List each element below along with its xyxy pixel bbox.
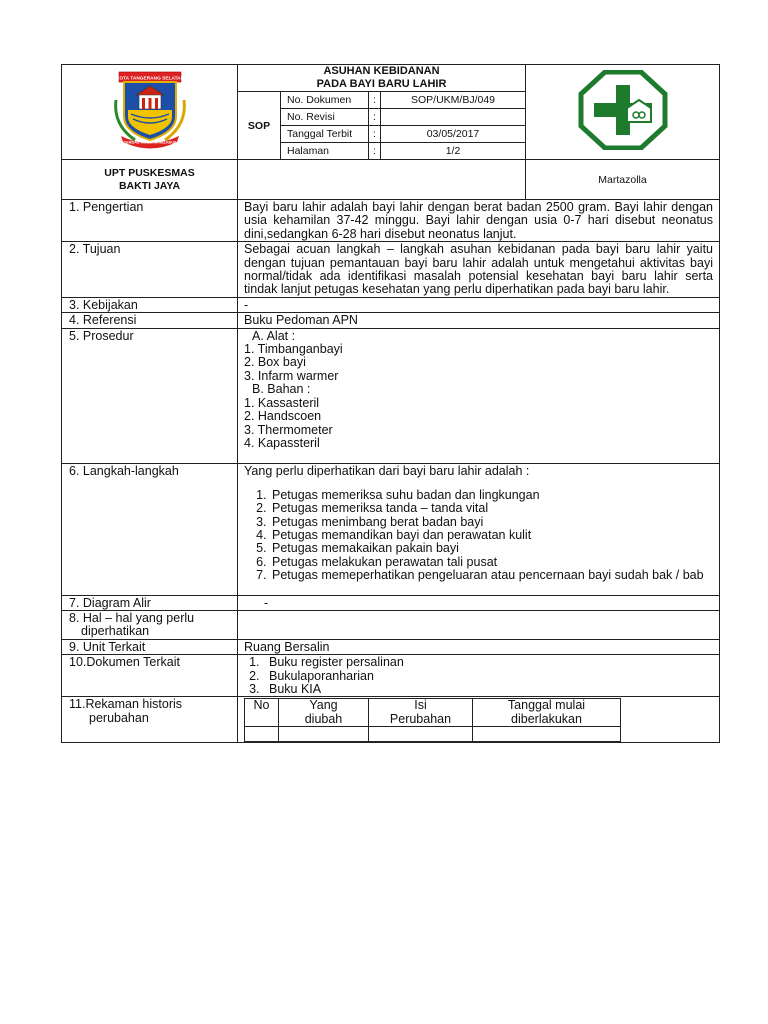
label-hal <box>62 610 238 639</box>
label-langkah: 6. Langkah-langkah <box>62 464 238 595</box>
meta-value-tanggal-terbit: 03/05/2017 <box>381 126 526 143</box>
row-hal <box>62 610 720 639</box>
dokumen-content <box>238 655 720 697</box>
text-pengertian: Bayi baru lahir adalah bayi lahir dengan berat badan 2500 gram. Bayi lahir dengan usia kehamilan 37-42 minggu. Bayi lahir dengan usia 0-7 hari disebut neonatus dini,sedangkan 6-28 hari disebut neonatus lanjut. <box>238 200 720 242</box>
row-dokumen <box>62 655 720 697</box>
history-empty-row <box>245 727 621 742</box>
text-tujuan: Sebagai acuan langkah – langkah asuhan kebidanan pada bayi baru lahir yaitu dengan tujuan pemantauan bayi baru lahir adalah untuk mengetahui aktivitas bayi normal/tidak ada identifikasi masalah potensial kesehatan bayi baru lahir serta tindak lanjut petugas kesehatan yang perlu diperhatikan pada bayi baru lahir. <box>238 242 720 298</box>
history-header-row <box>245 699 621 727</box>
history-cell <box>369 727 473 742</box>
langkah-list <box>244 489 713 583</box>
label-prosedur: 5. Prosedur <box>62 328 238 464</box>
alat-item: 3. Infarm warmer <box>244 368 339 383</box>
history-table <box>244 698 621 742</box>
text-diagram: - <box>238 595 720 610</box>
left-logo-cell <box>62 65 238 160</box>
alat-heading: A. Alat : <box>252 328 296 343</box>
alat-item: 1. Timbanganbayi <box>244 342 343 357</box>
history-col-yang-diubah <box>279 699 369 727</box>
history-col-tanggal-label: Tanggal mulai <box>507 698 586 713</box>
label-hal-line-1: 8. Hal – hal yang perlu <box>69 610 195 625</box>
meta-key-tanggal-terbit: Tanggal Terbit <box>281 126 369 143</box>
langkah-intro: Yang perlu diperhatikan dari bayi baru lahir adalah : <box>244 464 530 479</box>
meta-value-no-dokumen: SOP/UKM/BJ/049 <box>381 92 526 109</box>
history-col-diubah-label: diubah <box>304 711 343 726</box>
bahan-item: 2. Handscoen <box>244 409 322 424</box>
sop-content-table <box>61 199 720 743</box>
history-col-isi-perubahan <box>369 699 473 727</box>
label-rekaman-line-2: perubahan <box>89 710 149 725</box>
prosedur-content <box>238 328 720 464</box>
langkah-item: 7. Petugas memeperhatikan pengeluaran atau pencernaan bayi sudah bak / bab <box>270 569 713 582</box>
history-col-perubahan-label: Perubahan <box>389 711 452 726</box>
dokumen-list <box>244 656 713 696</box>
unit-line-2: BAKTI JAYA <box>118 179 181 192</box>
label-kebijakan: 3. Kebijakan <box>62 297 238 312</box>
unit-line-1: UPT PUSKESMAS <box>104 166 195 179</box>
langkah-item: 5. Petugas memakaikan pakain bayi <box>270 542 713 555</box>
unit-name <box>62 160 238 200</box>
history-col-isi-label: Isi <box>414 698 427 713</box>
document-header <box>61 64 720 200</box>
title-line-2: PADA BAYI BARU LAHIR <box>316 78 447 90</box>
dokumen-item: 3. Buku KIA <box>263 683 713 696</box>
meta-value-no-revisi <box>381 109 526 126</box>
row-langkah <box>62 464 720 595</box>
document-title <box>238 65 526 92</box>
text-unit: Ruang Bersalin <box>238 639 720 654</box>
alat-item: 2. Box bayi <box>244 355 306 370</box>
history-cell <box>245 727 279 742</box>
bahan-item: 3. Thermometer <box>244 422 333 437</box>
right-logo-cell <box>526 65 720 160</box>
row-prosedur <box>62 328 720 464</box>
label-dokumen: 10.Dokumen Terkait <box>62 655 238 697</box>
rekaman-content <box>238 697 720 743</box>
history-cell <box>473 727 621 742</box>
logo-motto-text: CERDAS MODERN RELIGIUS <box>123 140 176 144</box>
label-tujuan: 2. Tujuan <box>62 242 238 298</box>
dokumen-item: 1. Buku register persalinan <box>263 656 713 669</box>
row-rekaman <box>62 697 720 743</box>
history-col-diberlakukan-label: diberlakukan <box>511 711 582 726</box>
history-col-yang-label: Yang <box>309 698 338 713</box>
sop-document <box>61 64 719 743</box>
label-hal-line-2: diperhatikan <box>81 624 150 639</box>
sop-label: SOP <box>238 92 281 160</box>
meta-key-halaman: Halaman <box>281 143 369 160</box>
history-col-tanggal <box>473 699 621 727</box>
label-diagram: 7. Diagram Alir <box>62 595 238 610</box>
meta-separator: : <box>369 109 381 126</box>
langkah-item: 6. Petugas melakukan perawatan tali pusat <box>270 556 713 569</box>
signatory-name: Martazolla <box>526 160 720 200</box>
history-col-no-label: No <box>253 698 270 713</box>
meta-key-no-dokumen: No. Dokumen <box>281 92 369 109</box>
label-rekaman-line-1: 11.Rekaman historis <box>69 697 183 712</box>
meta-separator: : <box>369 92 381 109</box>
puskesmas-cross-house-icon <box>577 70 669 150</box>
langkah-content <box>238 464 720 595</box>
history-col-no <box>245 699 279 727</box>
city-emblem-icon <box>113 70 187 150</box>
label-unit: 9. Unit Terkait <box>62 639 238 654</box>
meta-separator: : <box>369 126 381 143</box>
bahan-item: 1. Kassasteril <box>244 395 320 410</box>
row-diagram <box>62 595 720 610</box>
langkah-item: 3. Petugas menimbang berat badan bayi <box>270 516 713 529</box>
title-line-1: ASUHAN KEBIDANAN <box>323 65 440 77</box>
text-referensi: Buku Pedoman APN <box>238 313 720 328</box>
history-cell <box>279 727 369 742</box>
row-kebijakan <box>62 297 720 312</box>
label-pengertian: 1. Pengertian <box>62 200 238 242</box>
bahan-heading: B. Bahan : <box>252 382 311 397</box>
row-pengertian <box>62 200 720 242</box>
row-unit <box>62 639 720 654</box>
langkah-item: 4. Petugas memandikan bayi dan perawatan kulit <box>270 529 713 542</box>
langkah-item: 2. Petugas memeriksa tanda – tanda vital <box>270 502 713 515</box>
text-hal <box>238 610 720 639</box>
bahan-item: 4. Kapassteril <box>244 435 320 450</box>
dokumen-item: 2. Bukulaporanharian <box>263 670 713 683</box>
signature-cell <box>238 160 526 200</box>
label-referensi: 4. Referensi <box>62 313 238 328</box>
label-rekaman <box>62 697 238 743</box>
row-tujuan <box>62 242 720 298</box>
langkah-item: 1. Petugas memeriksa suhu badan dan lingkungan <box>270 489 713 502</box>
row-referensi <box>62 313 720 328</box>
meta-separator: : <box>369 143 381 160</box>
text-kebijakan: - <box>238 297 720 312</box>
logo-banner-text: KOTA TANGERANG SELATAN <box>115 76 184 81</box>
meta-key-no-revisi: No. Revisi <box>281 109 369 126</box>
meta-value-halaman: 1/2 <box>381 143 526 160</box>
